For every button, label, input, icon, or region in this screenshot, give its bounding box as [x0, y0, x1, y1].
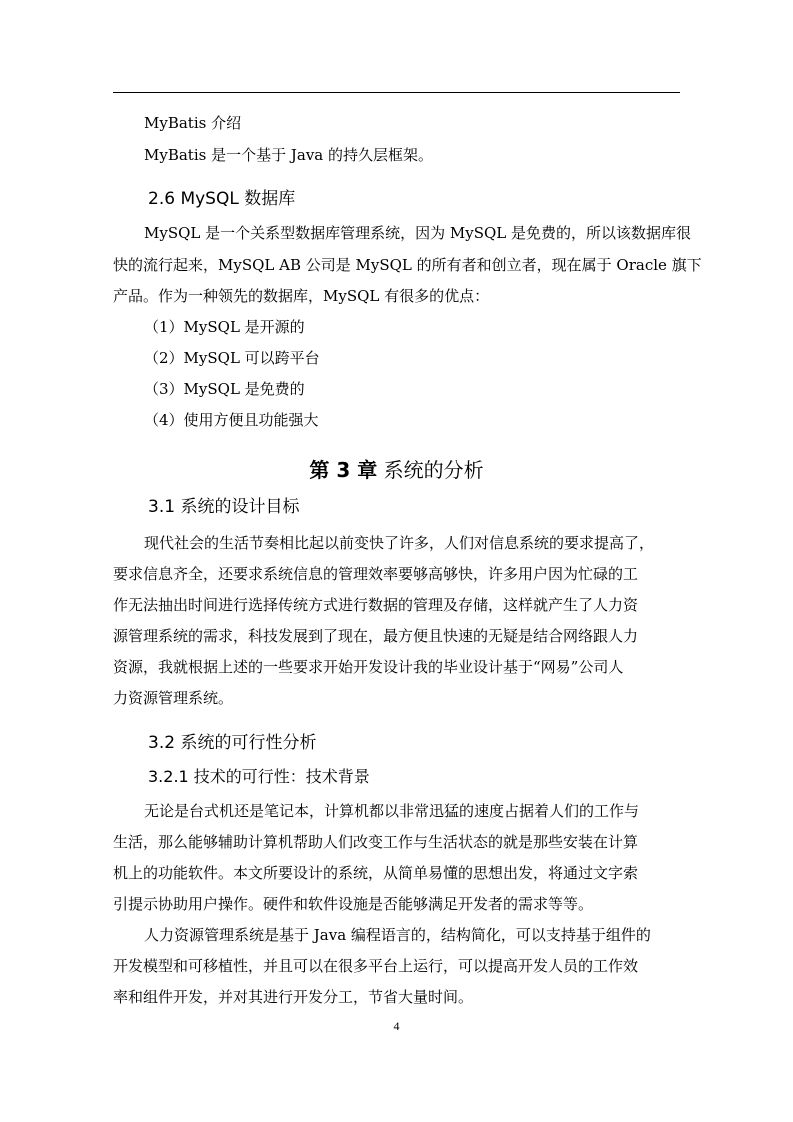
- header-rule: [113, 92, 680, 93]
- paragraph-line: 源管理系统的需求，科技发展到了现在，最方便且快速的无疑是结合网络跟人力: [113, 627, 639, 645]
- section-heading-3-2-1: 3.2.1 技术的可行性：技术背景: [148, 767, 370, 786]
- paragraph-line: 力资源管理系统。: [113, 689, 234, 707]
- paragraph-line: 产品。作为一种领先的数据库，MySQL 有很多的优点：: [113, 287, 490, 305]
- paragraph-line: MySQL 是一个关系型数据库管理系统，因为 MySQL 是免费的，所以该数据库很: [144, 224, 692, 242]
- list-item: （1）MySQL 是开源的: [144, 318, 305, 336]
- paragraph-line: 率和组件开发，并对其进行开发分工，节省大量时间。: [113, 988, 474, 1006]
- section-heading-3-1: 3.1 系统的设计目标: [148, 497, 300, 517]
- paragraph-line: 现代社会的生活节奏相比起以前变快了许多，人们对信息系统的要求提高了，: [144, 534, 655, 552]
- paragraph-line: 要求信息齐全，还要求系统信息的管理效率要够高够快，许多用户因为忙碌的工: [113, 565, 639, 583]
- mybatis-description: MyBatis 是一个基于 Java 的持久层框架。: [144, 146, 434, 164]
- paragraph-line: 无论是台式机还是笔记本，计算机都以非常迅猛的速度占据着人们的工作与: [144, 802, 640, 820]
- chapter-number: 第 3 章: [309, 458, 378, 482]
- paragraph-line: 人力资源管理系统是基于 Java 编程语言的，结构简化，可以支持基于组件的: [144, 926, 651, 944]
- paragraph-line: 引提示协助用户操作。硬件和软件设施是否能够满足开发者的需求等等。: [113, 895, 594, 913]
- chapter-title: 系统的分析: [383, 458, 484, 482]
- chapter-heading: [0, 455, 793, 485]
- list-item: （3）MySQL 是免费的: [144, 380, 305, 398]
- paragraph-line: 资源，我就根据上述的一些要求开始开发设计我的毕业设计基于“网易”公司人: [113, 658, 624, 676]
- list-item: （2）MySQL 可以跨平台: [144, 349, 320, 367]
- section-heading-3-2: 3.2 系统的可行性分析: [148, 733, 317, 753]
- paragraph-line: 机上的功能软件。本文所要设计的系统，从简单易懂的思想出发，将通过文字索: [113, 864, 639, 882]
- paragraph-line: 开发模型和可移植性，并且可以在很多平台上运行，可以提高开发人员的工作效: [113, 957, 639, 975]
- section-heading-2-6: 2.6 MySQL 数据库: [148, 189, 296, 209]
- mybatis-heading: MyBatis 介绍: [144, 114, 242, 132]
- paragraph-line: 生活，那么能够辅助计算机帮助人们改变工作与生活状态的就是那些安装在计算: [113, 833, 639, 851]
- paragraph-line: 作无法抽出时间进行选择传统方式进行数据的管理及存储，这样就产生了人力资: [113, 596, 639, 614]
- paragraph-line: 快的流行起来，MySQL AB 公司是 MySQL 的所有者和创立者，现在属于 Oracle 旗下: [113, 256, 702, 274]
- list-item: （4）使用方便且功能强大: [144, 411, 319, 429]
- page-number: 4: [393, 1019, 400, 1033]
